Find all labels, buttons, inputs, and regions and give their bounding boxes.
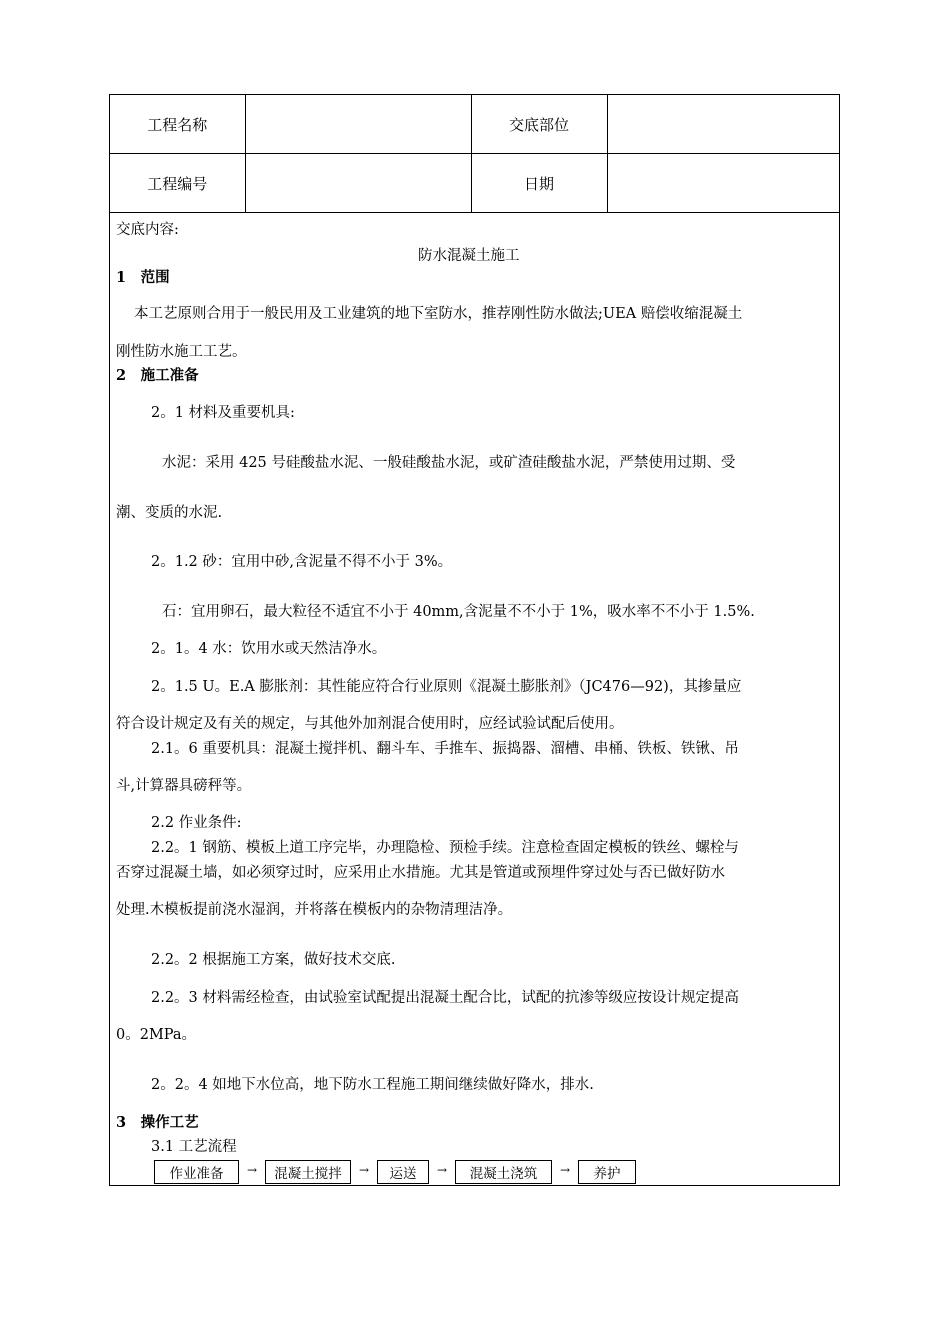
paragraph-line: 2.2。2 根据施工方案，做好技术交底.: [151, 952, 396, 968]
document-frame: [109, 94, 840, 1186]
process-flow: [154, 1160, 636, 1186]
paragraph-line: 斗,计算器具磅秤等。: [116, 778, 252, 794]
subsection-heading: 3.1 工艺流程: [151, 1139, 237, 1155]
paragraph-line: 2。1.2 砂：宜用中砂,含泥量不得不小于 3%。: [151, 554, 453, 570]
flow-step: 养护: [578, 1160, 636, 1184]
location-value: [607, 95, 839, 154]
subsection-heading: 2。1 材料及重要机具:: [151, 405, 295, 421]
paragraph-line: 2.1。6 重要机具：混凝土搅拌机、翻斗车、手推车、振捣器、溜槽、串桶、铁板、铁锹、吊: [151, 741, 739, 757]
section-2-heading: 2 施工准备: [116, 367, 199, 384]
paragraph-line: 2。2。4 如地下水位高，地下防水工程施工期间继续做好降水，排水.: [151, 1077, 594, 1093]
flow-step: 混凝土搅拌: [265, 1160, 351, 1184]
date-label: 日期: [471, 154, 607, 213]
paragraph-line: 2。1。4 水：饮用水或天然洁净水。: [151, 641, 387, 657]
paragraph-line: 潮、变质的水泥.: [116, 505, 223, 521]
paragraph-line: 刚性防水施工工艺。: [116, 344, 247, 360]
paragraph-line: 2.2。3 材料需经检查，由试验室试配提出混凝土配合比，试配的抗渗等级应按设计规定提高: [151, 990, 739, 1006]
project-name-value: [245, 95, 471, 154]
project-no-label: 工程编号: [110, 154, 245, 213]
paragraph-line: 2。1.5 U。E.A 膨胀剂：其性能应符合行业原则《混凝土膨胀剂》（JC476—92)，其掺量应: [151, 679, 742, 695]
header-table: [110, 95, 839, 213]
arrow-right-icon: →: [358, 1163, 370, 1177]
paragraph-line: 0。2MPa。: [116, 1027, 197, 1043]
paragraph-line: 2.2。1 钢筋、模板上道工序完毕，办理隐检、预检手续。注意检查固定模板的铁丝、螺栓与: [151, 840, 739, 856]
arrow-right-icon: →: [246, 1163, 258, 1177]
arrow-right-icon: →: [559, 1163, 571, 1177]
paragraph-line: 水泥：采用 425 号硅酸盐水泥、一般硅酸盐水泥，或矿渣硅酸盐水泥，严禁使用过期、受: [162, 455, 736, 471]
project-no-value: [245, 154, 471, 213]
flow-step: 运送: [377, 1160, 429, 1184]
document-title: 防水混凝土施工: [418, 248, 520, 264]
section-3-heading: 3 操作工艺: [116, 1114, 199, 1131]
paragraph-line: 石：宜用卵石，最大粒径不适宜不小于 40mm,含泥量不不小于 1%，吸水率不不小于 1.5%.: [162, 604, 755, 620]
flow-step: 混凝土浇筑: [455, 1160, 552, 1184]
paragraph-line: 处理.木模板提前浇水湿润，并将落在模板内的杂物清理洁净。: [116, 902, 513, 918]
flow-step: 作业准备: [154, 1160, 239, 1184]
paragraph-line: 本工艺原则合用于一般民用及工业建筑的地下室防水，推荐刚性防水做法;UEA 赔偿收缩混凝土: [134, 306, 743, 322]
paragraph-line: 否穿过混凝土墙，如必须穿过时，应采用止水措施。尤其是管道或预埋件穿过处与否已做好防水: [116, 865, 725, 881]
subsection-heading: 2.2 作业条件:: [151, 815, 242, 831]
paragraph-line: 符合设计规定及有关的规定，与其他外加剂混合使用时，应经试验试配后使用。: [116, 716, 624, 732]
date-value: [607, 154, 839, 213]
location-label: 交底部位: [471, 95, 607, 154]
arrow-right-icon: →: [436, 1163, 448, 1177]
content-label: 交底内容:: [116, 222, 179, 238]
project-name-label: 工程名称: [110, 95, 245, 154]
section-1-heading: 1 范围: [116, 269, 170, 286]
